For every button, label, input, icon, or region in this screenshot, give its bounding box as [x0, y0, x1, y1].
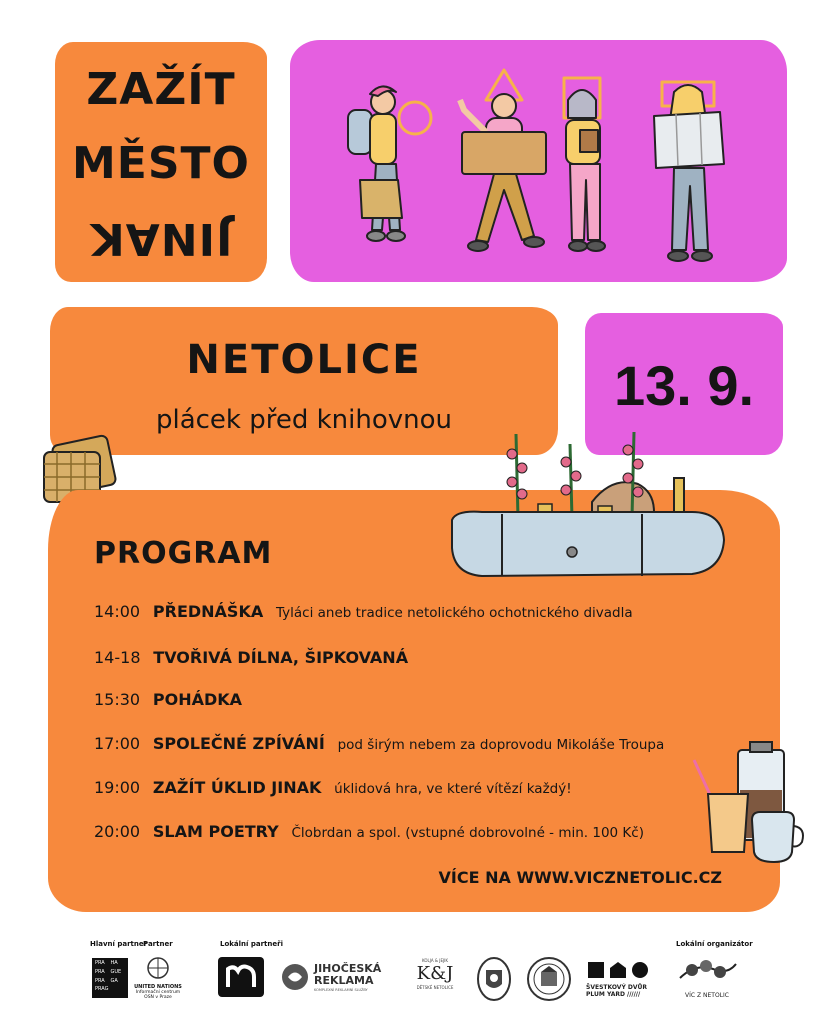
- drinks-icon: [688, 740, 808, 870]
- jihoceska-emblem-icon: [280, 962, 310, 992]
- program-time: 20:00: [94, 822, 141, 841]
- praha-logo: PRA HA PRA GUE PRA GA PRAG: [92, 958, 128, 998]
- person-with-backpack-illustration: [348, 86, 431, 241]
- program-desc: Tyláci aneb tradice netolického ochotnického divadla: [276, 605, 633, 621]
- program-item: [94, 734, 664, 753]
- program-name: TVOŘIVÁ DÍLNA, ŠIPKOVANÁ: [153, 648, 409, 667]
- person-with-book-illustration: [564, 78, 605, 251]
- local-partner-m-logo: [218, 957, 264, 997]
- program-name: SPOLEČNÉ ZPÍVÁNÍ: [152, 734, 325, 753]
- program-item: [94, 602, 633, 621]
- program-item: [94, 822, 644, 841]
- program-desc: pod širým nebem za doprovodu Mikoláše Troupa: [337, 737, 665, 753]
- title-line-1: ZAŽÍT: [86, 64, 236, 115]
- event-date: 13. 9.: [613, 354, 755, 417]
- program-heading: PROGRAM: [94, 536, 273, 571]
- program-time: 17:00: [94, 734, 141, 753]
- person-reading-map-illustration: [654, 82, 724, 261]
- planter-with-flowers-icon: [442, 420, 732, 590]
- program-name: PŘEDNÁŠKA: [152, 602, 264, 621]
- program-time: 15:30: [94, 690, 141, 709]
- vic-z-netolic-branch-icon: [676, 956, 738, 988]
- people-illustration: [290, 40, 787, 282]
- title-line-3-upside-down: JINAK: [89, 213, 233, 264]
- program-desc: úklidová hra, ve které vítězí každý!: [334, 781, 572, 797]
- people-illustration-panel: [290, 40, 787, 282]
- program-time: 14-18: [94, 648, 141, 667]
- program-name: ZAŽÍT ÚKLID JINAK: [152, 778, 322, 797]
- local-partners-label: Lokální partneři: [220, 940, 283, 948]
- program-item: [94, 690, 250, 709]
- netolice-coat-of-arms-icon: [476, 956, 512, 1002]
- location-name: NETOLICE: [186, 337, 422, 383]
- program-name: POHÁDKA: [152, 690, 243, 709]
- jihoceska-reklama-logo: JIHOČESKÁ REKLAMA KOMPLEXNÍ REKLAMNÍ SLUŽBY: [280, 960, 390, 996]
- main-partner-label: Hlavní partner: [90, 940, 148, 948]
- vic-z-netolic-logo: VÍC Z NETOLIC: [672, 956, 742, 1002]
- program-desc: Člobrdan a spol. (vstupné dobrovolné - min. 100 Kč): [291, 825, 644, 841]
- location-subtitle: plácek před knihovnou: [155, 405, 453, 435]
- svestkovy-dvur-logo: ŠVESTKOVÝ DVŮR PLUM YARD //////: [586, 960, 656, 1002]
- partner-label: Partner: [143, 940, 173, 948]
- person-carrying-board-illustration: [460, 70, 546, 251]
- title-block: [55, 42, 267, 282]
- un-logo: UNITED NATIONS Informační centrum OSN v Praze: [133, 956, 183, 1012]
- program-name: SLAM POETRY: [152, 822, 279, 841]
- program-item: [94, 778, 572, 797]
- program-time: 19:00: [94, 778, 141, 797]
- website-link[interactable]: VÍCE NA WWW.VICZNETOLIC.CZ: [438, 868, 722, 887]
- program-time: 14:00: [94, 602, 141, 621]
- un-emblem-icon: [145, 956, 171, 980]
- kj-logo: KOLJA & JEJIK K&J DĚTSKÉ NETOLICE: [416, 958, 454, 990]
- school-seal-icon: [526, 956, 572, 1002]
- program-item: [94, 648, 416, 667]
- local-organizer-label: Lokální organizátor: [676, 940, 753, 948]
- title-line-2: MĚSTO: [72, 138, 250, 189]
- svestkovy-dvur-shapes-icon: [586, 960, 652, 980]
